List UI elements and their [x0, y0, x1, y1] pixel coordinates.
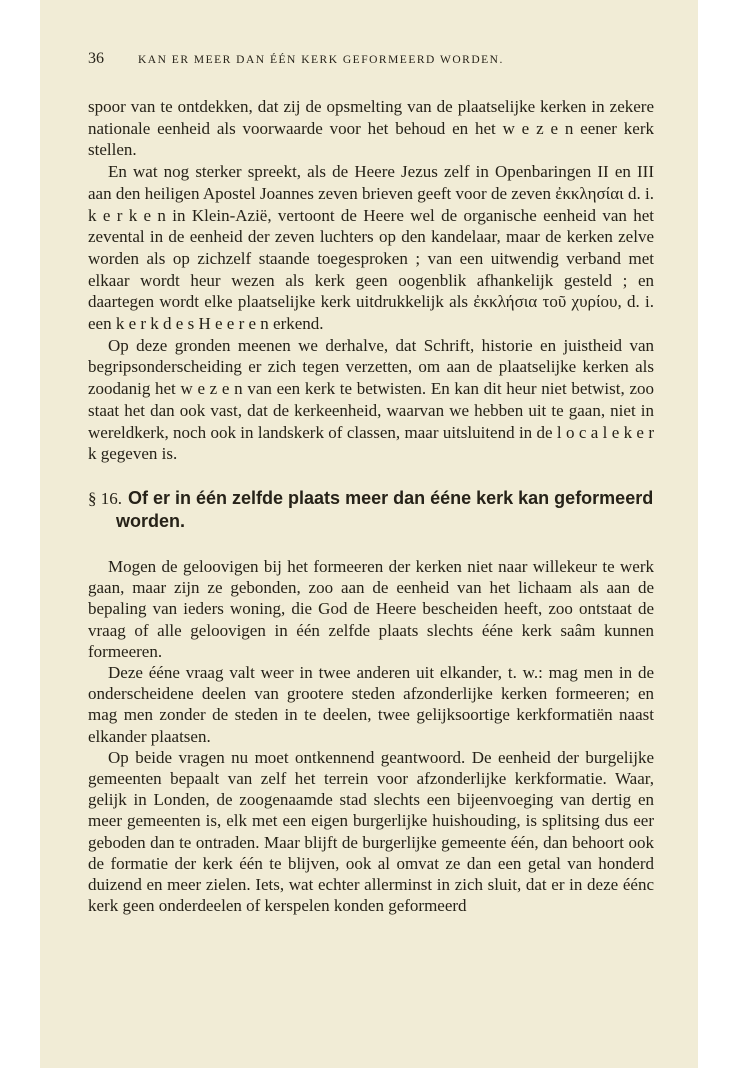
section-body — [88, 556, 654, 916]
running-title: KAN ER MEER DAN ÉÉN KERK GEFORMEERD WORDEN. — [138, 54, 504, 66]
book-page — [40, 0, 698, 1068]
page-number: 36 — [88, 50, 104, 67]
paragraph: spoor van te ontdekken, dat zij de opsmelting van de plaatselijke kerken in zekere nationale eenheid als voorwaarde voor het behoud en het w e z e n eener kerk stellen. — [88, 97, 654, 160]
paragraph: Op deze gronden meenen we derhalve, dat Schrift, historie en juistheid van begripsonderscheiding er zich tegen verzetten, om aan de plaatselijke kerken als zoodanig het w e z e n van een kerk te betwisten. En kan dit heur niet betwist, zoo staat het dan ook vast, dat de kerkeenheid, waarvan we hebben uit te gaan, niet in wereldkerk, noch ook in landskerk of classen, maar uitsluitend in de l o c a l e k e r k gegeven is. — [88, 335, 654, 464]
page-header — [88, 50, 650, 72]
paragraph: Deze ééne vraag valt weer in twee anderen uit elkander, t. w.: mag men in de onderscheidene deelen van grootere steden afzonderlijke kerken formeeren; en mag men zonder de steden in te deelen, twee gelijksoortige kerkformatiën naast elkander plaatsen. — [88, 662, 654, 746]
body-text — [88, 96, 654, 916]
section-number: § 16. — [88, 488, 122, 508]
paragraph: Op beide vragen nu moet ontkennend geantwoord. De eenheid der burgelijke gemeenten bepaalt van zelf het terrein voor afzonderlijke kerkformatie. Waar, gelijk in Londen, de zoogenaamde stad slechts een bijeenvoeging van dertig en meer gemeenten is, elk met een eigen burgerlijke huishouding, is splitsing dus eer geboden dan te ontraden. Maar blijft de burgerlijke gemeente één, dan behoort ook de formatie der kerk één te blijven, ook al omvat ze dan een getal van honderd duizend en meer zielen. Iets, wat echter allerminst in zich sluit, dat er in deze éénc kerk geen onderdeelen of kerspelen konden geformeerd — [88, 747, 654, 916]
section-title: Of er in één zelfde plaats meer dan ééne kerk kan geformeerd worden. — [116, 487, 654, 531]
section-heading — [88, 487, 654, 532]
paragraph: Mogen de geloovigen bij het formeeren der kerken niet naar willekeur te werk gaan, maar zijn ze gebonden, zoo aan de eenheid van het lichaam als aan de bepaling van ieders woning, die God de Heere bescheiden heeft, zoo ontstaat de vraag of alle geloovigen in één zelfde plaats slechts ééne kerk saâm kunnen formeeren. — [88, 556, 654, 661]
paragraph: En wat nog sterker spreekt, als de Heere Jezus zelf in Openbaringen II en III aan den heiligen Apostel Joannes zeven brieven geeft voor de zeven ἐκκλησίαι d. i. k e r k e n in Klein-Azië, vertoont de Heere wel de organische eenheid van het zevental in de eenheid der zeven luchters op den kandelaar, maar de kerken zelve worden als op zichzelf staande toegesproken ; van een uitwendig verband met elkaar wordt heur wezen als kerk geen oogenblik afhankelijk gesteld ; en daartegen wordt elke plaatselijke kerk uitdrukkelijk als ἐκκλήσια τοῦ χυρίου, d. i. een k e r k d e s H e e r e n erkend. — [88, 162, 654, 334]
